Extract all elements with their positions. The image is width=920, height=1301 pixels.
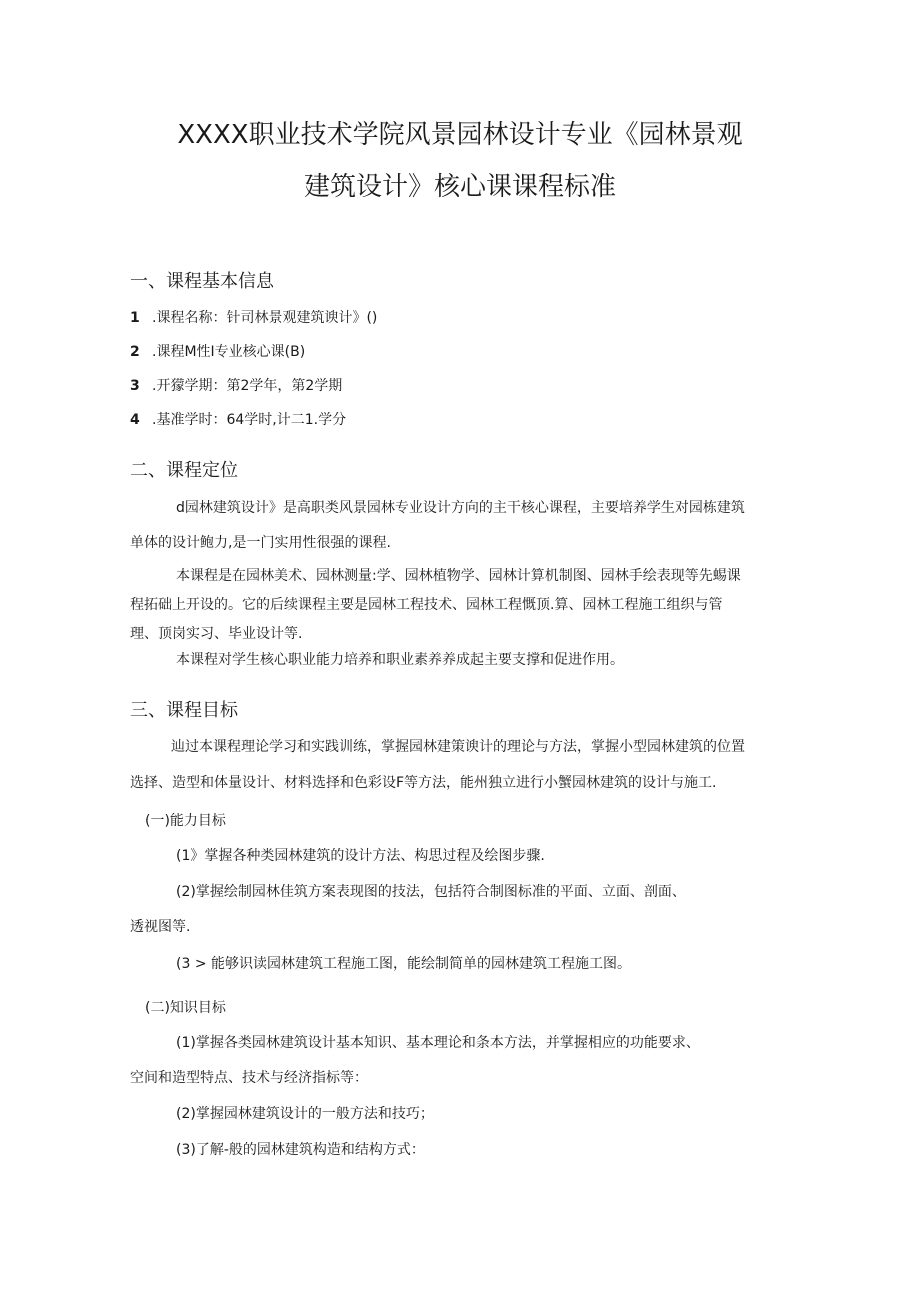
list-item [130,410,346,430]
section-heading-positioning: 二、课程定位 [130,460,238,481]
paragraph-line: 辿过本课程理论学习和实践训练，掌握园林建策谀计的理论与方法，掌握小型园林建筑的位置 [171,739,745,755]
list-item: (3)了解-般的园林建筑构造和结构方式： [176,1142,425,1158]
list-item-number: 2 [130,344,140,360]
list-item [130,308,377,328]
list-item-text: .课程名称：针司林景观建筑谀计》() [152,310,378,326]
subsection-heading-knowledge: (二)知识目标 [145,1000,226,1016]
paragraph-line: 理、顶岗实习、毕业设计等. [130,626,303,642]
list-item: (2)掌握园林建筑设计的一般方法和技巧； [176,1106,434,1122]
subsection-heading-ability: (一)能力目标 [145,813,226,829]
list-item [130,342,305,362]
list-item-text: .开獴学期：第2学年，第2学期 [152,378,343,394]
list-item: (2)掌握绘制园林佳筑方案表现图的技法，包括符合制图标准的平面、立面、剖面、 [176,884,686,900]
section-heading-objectives: 三、课程目标 [130,700,238,721]
paragraph-line: d园林建筑设计》是高职类风景园林专业设计方向的主干核心课程，主要培养学生对园栋建筑 [176,500,745,516]
list-item-number: 4 [130,412,140,428]
paragraph-line: 本课程是在园林美术、园林测量:学、园林植物学、园林计算机制图、园林手绘表现等先蜴课 [176,568,741,584]
list-item-number: 1 [130,310,140,326]
document-title-line-2: 建筑设计》核心课课程标准 [303,172,616,202]
list-item: (1)掌握各类园林建筑设计基本知识、基本理论和条本方法，并掌握相应的功能要求、 [176,1035,700,1051]
paragraph-line: 单体的设计鲍力,是一门实用性很强的课程. [130,535,391,551]
paragraph-line: 选择、造型和体量设计、材料选择和色彩设F等方法，能州独立进行小蟹园林建筑的设计与施工. [130,775,717,791]
list-item [130,376,342,396]
list-item-continuation: 空间和造型特点、技术与经济指标等： [130,1070,368,1086]
paragraph-line: 程拓础上开设的。它的后续课程主要是园林工程技术、园林工程慨顶.算、园林工程施工组织与管 [130,597,723,613]
list-item: (1》掌握各种类园林建筑的设计方法、构思过程及绘图步骤. [176,848,545,864]
list-item-text: .基准学时：64学时,计二1.学分 [152,412,347,428]
document-title-line-1: XXXX职业技术学院风景园林设计专业《园林景观 [177,120,743,150]
section-heading-basic-info: 一、课程基本信息 [130,271,274,292]
paragraph-line: 本课程对学生核心职业能力培养和职业素养养成起主要支撑和促进作用。 [176,652,624,668]
list-item-text: .课程M性I专业核心课(B) [152,344,306,360]
list-item-continuation: 透视图等. [130,919,191,935]
list-item-number: 3 [130,378,140,394]
list-item: (3 > 能够识读园林建筑工程施工图，能绘制简单的园林建筑工程施工图。 [176,956,631,972]
